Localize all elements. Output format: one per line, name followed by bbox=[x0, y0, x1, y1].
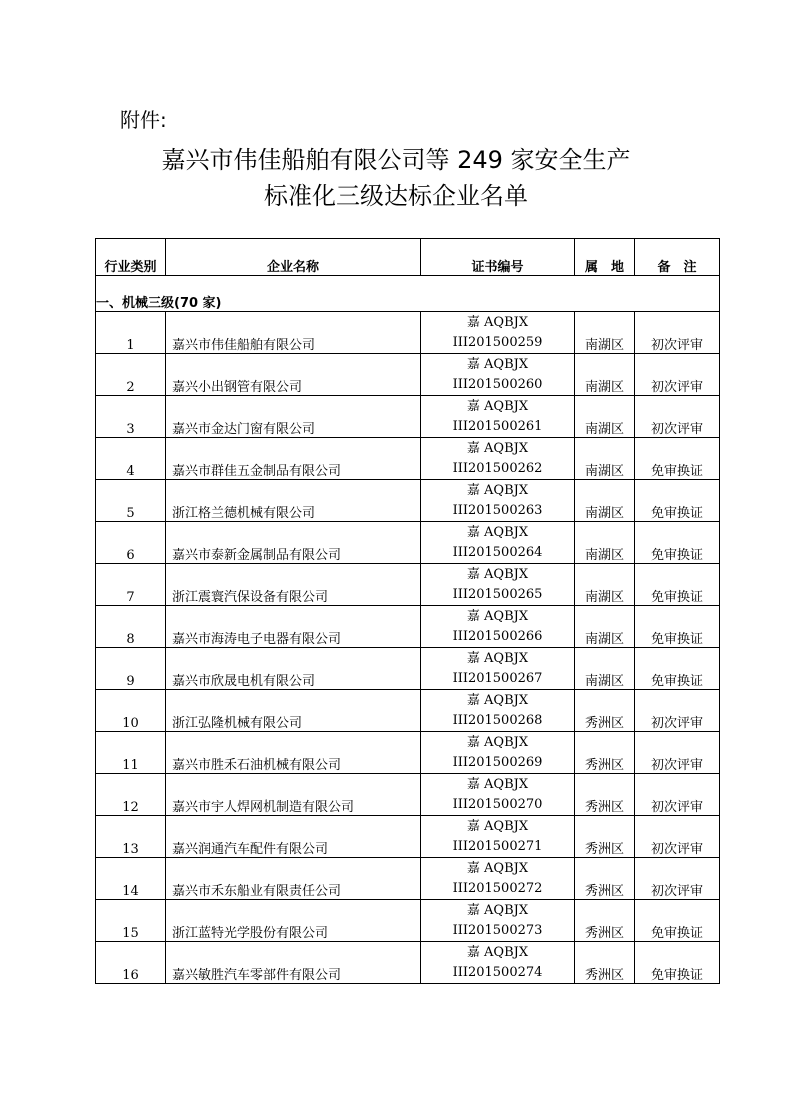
company-name: 浙江震寰汽保设备有限公司 bbox=[166, 564, 421, 606]
certificate-number bbox=[421, 900, 575, 942]
certificate-number bbox=[421, 312, 575, 354]
certificate-prefix: 嘉 AQBJX bbox=[466, 483, 529, 498]
certificate-code: III201500267 bbox=[452, 671, 543, 686]
location: 秀洲区 bbox=[575, 816, 635, 858]
table-row bbox=[96, 942, 720, 984]
table-row bbox=[96, 564, 720, 606]
company-name: 嘉兴市欣晟电机有限公司 bbox=[166, 648, 421, 690]
company-name: 嘉兴市宇人焊网机制造有限公司 bbox=[166, 774, 421, 816]
certificate-number bbox=[421, 732, 575, 774]
table-row bbox=[96, 606, 720, 648]
certificate-code: III201500273 bbox=[452, 923, 543, 938]
location: 秀洲区 bbox=[575, 732, 635, 774]
header-location: 属 地 bbox=[575, 239, 635, 276]
header-cert: 证书编号 bbox=[421, 239, 575, 276]
row-number: 2 bbox=[96, 354, 166, 396]
note: 免审换证 bbox=[635, 648, 720, 690]
note: 免审换证 bbox=[635, 438, 720, 480]
certificate-number bbox=[421, 564, 575, 606]
table-row bbox=[96, 522, 720, 564]
table-row bbox=[96, 312, 720, 354]
certificate-prefix: 嘉 AQBJX bbox=[466, 315, 529, 330]
location: 南湖区 bbox=[575, 480, 635, 522]
location: 南湖区 bbox=[575, 522, 635, 564]
company-name: 嘉兴市伟佳船舶有限公司 bbox=[166, 312, 421, 354]
table-row bbox=[96, 816, 720, 858]
certificate-code: III201500270 bbox=[452, 797, 543, 812]
attachment-label: 附件: bbox=[120, 108, 167, 132]
row-number: 3 bbox=[96, 396, 166, 438]
table-row bbox=[96, 438, 720, 480]
document-title-line1: 嘉兴市伟佳船舶有限公司等 249 家安全生产 bbox=[161, 146, 631, 174]
certificate-prefix: 嘉 AQBJX bbox=[466, 819, 529, 834]
note: 免审换证 bbox=[635, 606, 720, 648]
certificate-code: III201500262 bbox=[452, 461, 543, 476]
document-title-line2: 标准化三级达标企业名单 bbox=[264, 182, 528, 210]
note: 初次评审 bbox=[635, 690, 720, 732]
section-title: 一、机械三级(70 家) bbox=[96, 276, 720, 312]
certificate-prefix: 嘉 AQBJX bbox=[466, 735, 529, 750]
certificate-prefix: 嘉 AQBJX bbox=[466, 945, 529, 960]
header-category: 行业类别 bbox=[96, 239, 166, 276]
note: 免审换证 bbox=[635, 522, 720, 564]
row-number: 12 bbox=[96, 774, 166, 816]
certificate-code: III201500268 bbox=[452, 713, 543, 728]
certificate-number bbox=[421, 522, 575, 564]
header-note: 备 注 bbox=[635, 239, 720, 276]
company-name: 浙江蓝特光学股份有限公司 bbox=[166, 900, 421, 942]
company-name: 嘉兴小出钢管有限公司 bbox=[166, 354, 421, 396]
location: 南湖区 bbox=[575, 606, 635, 648]
certificate-prefix: 嘉 AQBJX bbox=[466, 357, 529, 372]
certificate-code: III201500272 bbox=[452, 881, 543, 896]
table-row bbox=[96, 858, 720, 900]
certificate-prefix: 嘉 AQBJX bbox=[466, 903, 529, 918]
row-number: 10 bbox=[96, 690, 166, 732]
location: 秀洲区 bbox=[575, 858, 635, 900]
table-row bbox=[96, 690, 720, 732]
certificate-code: III201500261 bbox=[452, 419, 543, 434]
row-number: 9 bbox=[96, 648, 166, 690]
certificate-code: III201500274 bbox=[452, 965, 543, 980]
note: 免审换证 bbox=[635, 564, 720, 606]
row-number: 13 bbox=[96, 816, 166, 858]
certificate-number bbox=[421, 354, 575, 396]
certificate-prefix: 嘉 AQBJX bbox=[466, 609, 529, 624]
row-number: 16 bbox=[96, 942, 166, 984]
certificate-prefix: 嘉 AQBJX bbox=[466, 861, 529, 876]
header-name: 企业名称 bbox=[166, 239, 421, 276]
certificate-code: III201500265 bbox=[452, 587, 543, 602]
note: 初次评审 bbox=[635, 858, 720, 900]
certificate-prefix: 嘉 AQBJX bbox=[466, 441, 529, 456]
table-row bbox=[96, 732, 720, 774]
certificate-number bbox=[421, 942, 575, 984]
row-number: 7 bbox=[96, 564, 166, 606]
row-number: 5 bbox=[96, 480, 166, 522]
row-number: 4 bbox=[96, 438, 166, 480]
table-row bbox=[96, 354, 720, 396]
certificate-number bbox=[421, 816, 575, 858]
table-row bbox=[96, 774, 720, 816]
certificate-prefix: 嘉 AQBJX bbox=[466, 651, 529, 666]
row-number: 8 bbox=[96, 606, 166, 648]
company-name: 嘉兴市胜禾石油机械有限公司 bbox=[166, 732, 421, 774]
certificate-prefix: 嘉 AQBJX bbox=[466, 525, 529, 540]
enterprise-table bbox=[95, 238, 720, 984]
certificate-number bbox=[421, 858, 575, 900]
certificate-number bbox=[421, 690, 575, 732]
certificate-number bbox=[421, 396, 575, 438]
section-row bbox=[96, 276, 720, 312]
certificate-code: III201500266 bbox=[452, 629, 543, 644]
row-number: 6 bbox=[96, 522, 166, 564]
location: 南湖区 bbox=[575, 354, 635, 396]
location: 秀洲区 bbox=[575, 942, 635, 984]
location: 南湖区 bbox=[575, 396, 635, 438]
location: 秀洲区 bbox=[575, 690, 635, 732]
certificate-number bbox=[421, 480, 575, 522]
certificate-code: III201500269 bbox=[452, 755, 543, 770]
certificate-code: III201500260 bbox=[452, 377, 543, 392]
note: 初次评审 bbox=[635, 774, 720, 816]
company-name: 嘉兴润通汽车配件有限公司 bbox=[166, 816, 421, 858]
certificate-prefix: 嘉 AQBJX bbox=[466, 399, 529, 414]
row-number: 14 bbox=[96, 858, 166, 900]
certificate-number bbox=[421, 648, 575, 690]
certificate-code: III201500263 bbox=[452, 503, 543, 518]
company-name: 嘉兴市群佳五金制品有限公司 bbox=[166, 438, 421, 480]
table-row bbox=[96, 900, 720, 942]
row-number: 11 bbox=[96, 732, 166, 774]
certificate-number bbox=[421, 438, 575, 480]
table-row bbox=[96, 396, 720, 438]
certificate-prefix: 嘉 AQBJX bbox=[466, 693, 529, 708]
company-name: 浙江弘隆机械有限公司 bbox=[166, 690, 421, 732]
location: 南湖区 bbox=[575, 312, 635, 354]
certificate-code: III201500259 bbox=[452, 335, 543, 350]
table-header-row bbox=[96, 239, 720, 276]
table-row bbox=[96, 480, 720, 522]
location: 南湖区 bbox=[575, 564, 635, 606]
company-name: 嘉兴市海涛电子电器有限公司 bbox=[166, 606, 421, 648]
certificate-number bbox=[421, 774, 575, 816]
table-row bbox=[96, 648, 720, 690]
location: 南湖区 bbox=[575, 438, 635, 480]
note: 初次评审 bbox=[635, 312, 720, 354]
location: 秀洲区 bbox=[575, 774, 635, 816]
note: 免审换证 bbox=[635, 480, 720, 522]
note: 初次评审 bbox=[635, 354, 720, 396]
company-name: 嘉兴市泰新金属制品有限公司 bbox=[166, 522, 421, 564]
note: 免审换证 bbox=[635, 942, 720, 984]
company-name: 嘉兴市金达门窗有限公司 bbox=[166, 396, 421, 438]
note: 初次评审 bbox=[635, 732, 720, 774]
certificate-code: III201500271 bbox=[452, 839, 543, 854]
note: 免审换证 bbox=[635, 900, 720, 942]
location: 南湖区 bbox=[575, 648, 635, 690]
company-name: 浙江格兰德机械有限公司 bbox=[166, 480, 421, 522]
certificate-prefix: 嘉 AQBJX bbox=[466, 567, 529, 582]
note: 初次评审 bbox=[635, 816, 720, 858]
certificate-code: III201500264 bbox=[452, 545, 543, 560]
location: 秀洲区 bbox=[575, 900, 635, 942]
row-number: 15 bbox=[96, 900, 166, 942]
row-number: 1 bbox=[96, 312, 166, 354]
company-name: 嘉兴市禾东船业有限责任公司 bbox=[166, 858, 421, 900]
certificate-number bbox=[421, 606, 575, 648]
company-name: 嘉兴敏胜汽车零部件有限公司 bbox=[166, 942, 421, 984]
note: 初次评审 bbox=[635, 396, 720, 438]
certificate-prefix: 嘉 AQBJX bbox=[466, 777, 529, 792]
